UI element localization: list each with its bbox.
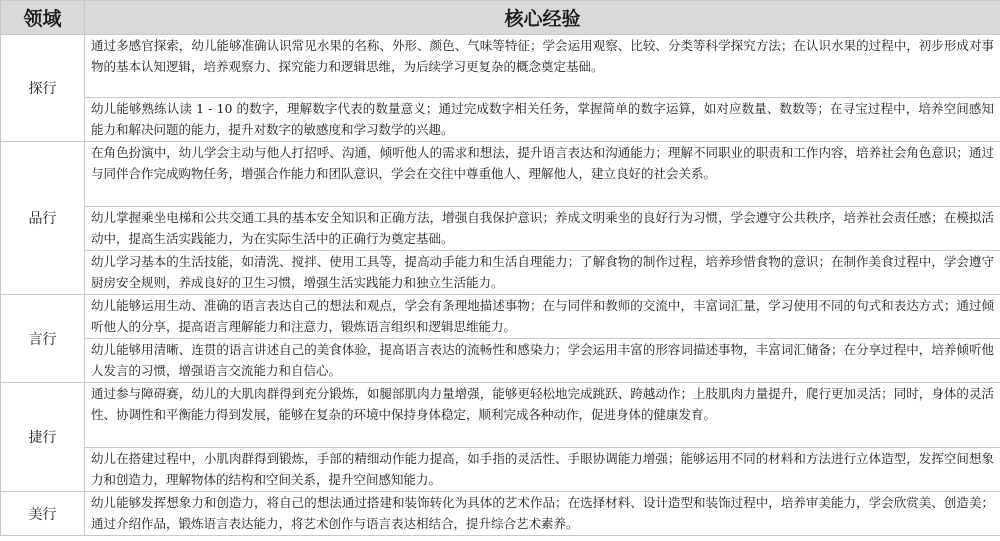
header-row <box>1 1 1000 35</box>
content-cell: 幼儿掌握乘坐电梯和公共交通工具的基本安全知识和正确方法，增强自我保护意识；养成文明乘坐的良好行为习惯，学会遵守公共秩序，培养社会责任感；在模拟活动中，提高生活实践能力，为在实际生活中的正确行为奠定基础。 <box>85 207 1000 251</box>
table-row <box>1 492 1000 536</box>
domain-cell-yanxing: 言行 <box>1 295 85 383</box>
table-row <box>1 98 1000 142</box>
content-cell: 通过参与障碍赛，幼儿的大肌肉群得到充分锻炼，如腿部肌肉力量增强，能够更轻松地完成跳跃、跨越动作；上肢肌肉力量提升，爬行更加灵活；同时，身体的灵活性、协调性和平衡能力得到发展，能够在复杂的环境中保持身体稳定，顺利完成各种动作，促进身体的健康发育。 <box>85 383 1000 448</box>
table-row <box>1 142 1000 207</box>
domain-cell-pinxing: 品行 <box>1 142 85 295</box>
table-row <box>1 383 1000 448</box>
content-cell: 幼儿在搭建过程中，小肌肉群得到锻炼，手部的精细动作能力提高，如手指的灵活性、手眼协调能力增强；能够运用不同的材料和方法进行立体造型，发挥空间想象力和创造力，理解物体的结构和空间关系，提升空间感知能力。 <box>85 448 1000 492</box>
content-cell: 幼儿能够熟练认读 1 - 10 的数字，理解数字代表的数量意义；通过完成数字相关任务，掌握简单的数字运算，如对应数量、数数等；在寻宝过程中，培养空间感知能力和解决问题的能力，提升对数字的敏感度和学习数学的兴趣。 <box>85 98 1000 142</box>
table-row <box>1 448 1000 492</box>
content-cell: 幼儿能够运用生动、准确的语言表达自己的想法和观点，学会有条理地描述事物；在与同伴和教师的交流中，丰富词汇量，学习使用不同的句式和表达方式；通过倾听他人的分享，提高语言理解能力和注意力，锻炼语言组织和逻辑思维能力。 <box>85 295 1000 339</box>
table-row <box>1 207 1000 251</box>
table-row <box>1 339 1000 383</box>
domain-cell-jiexing: 捷行 <box>1 383 85 492</box>
content-cell: 幼儿能够用清晰、连贯的语言讲述自己的美食体验，提高语言表达的流畅性和感染力；学会运用丰富的形容词描述事物，丰富词汇储备；在分享过程中，培养倾听他人发言的习惯，增强语言交流能力和自信心。 <box>85 339 1000 383</box>
content-cell: 幼儿学习基本的生活技能，如清洗、搅拌、使用工具等，提高动手能力和生活自理能力；了解食物的制作过程，培养珍惜食物的意识；在制作美食过程中，学会遵守厨房安全规则，养成良好的卫生习惯，增强生活实践能力和独立生活能力。 <box>85 251 1000 295</box>
content-cell: 在角色扮演中，幼儿学会主动与他人打招呼、沟通，倾听他人的需求和想法，提升语言表达和沟通能力；理解不同职业的职责和工作内容，培养社会角色意识；通过与同伴合作完成购物任务，增强合作能力和团队意识，学会在交往中尊重他人、理解他人，建立良好的社会关系。 <box>85 142 1000 207</box>
header-content: 核心经验 <box>85 1 1000 35</box>
domain-cell-meixing: 美行 <box>1 492 85 536</box>
table-row <box>1 295 1000 339</box>
header-domain: 领域 <box>1 1 85 35</box>
table-row <box>1 251 1000 295</box>
content-cell: 通过多感官探索，幼儿能够准确认识常见水果的名称、外形、颜色、气味等特征；学会运用观察、比较、分类等科学探究方法；在认识水果的过程中，初步形成对事物的基本认知逻辑，培养观察力、探究能力和逻辑思维，为后续学习更复杂的概念奠定基础。 <box>85 35 1000 98</box>
table-row <box>1 35 1000 98</box>
content-cell: 幼儿能够发挥想象力和创造力，将自己的想法通过搭建和装饰转化为具体的艺术作品；在选择材料、设计造型和装饰过程中，培养审美能力，学会欣赏美、创造美；通过介绍作品，锻炼语言表达能力，将艺术创作与语言表达相结合，提升综合艺术素养。 <box>85 492 1000 536</box>
domain-cell-tanxing: 探行 <box>1 35 85 142</box>
